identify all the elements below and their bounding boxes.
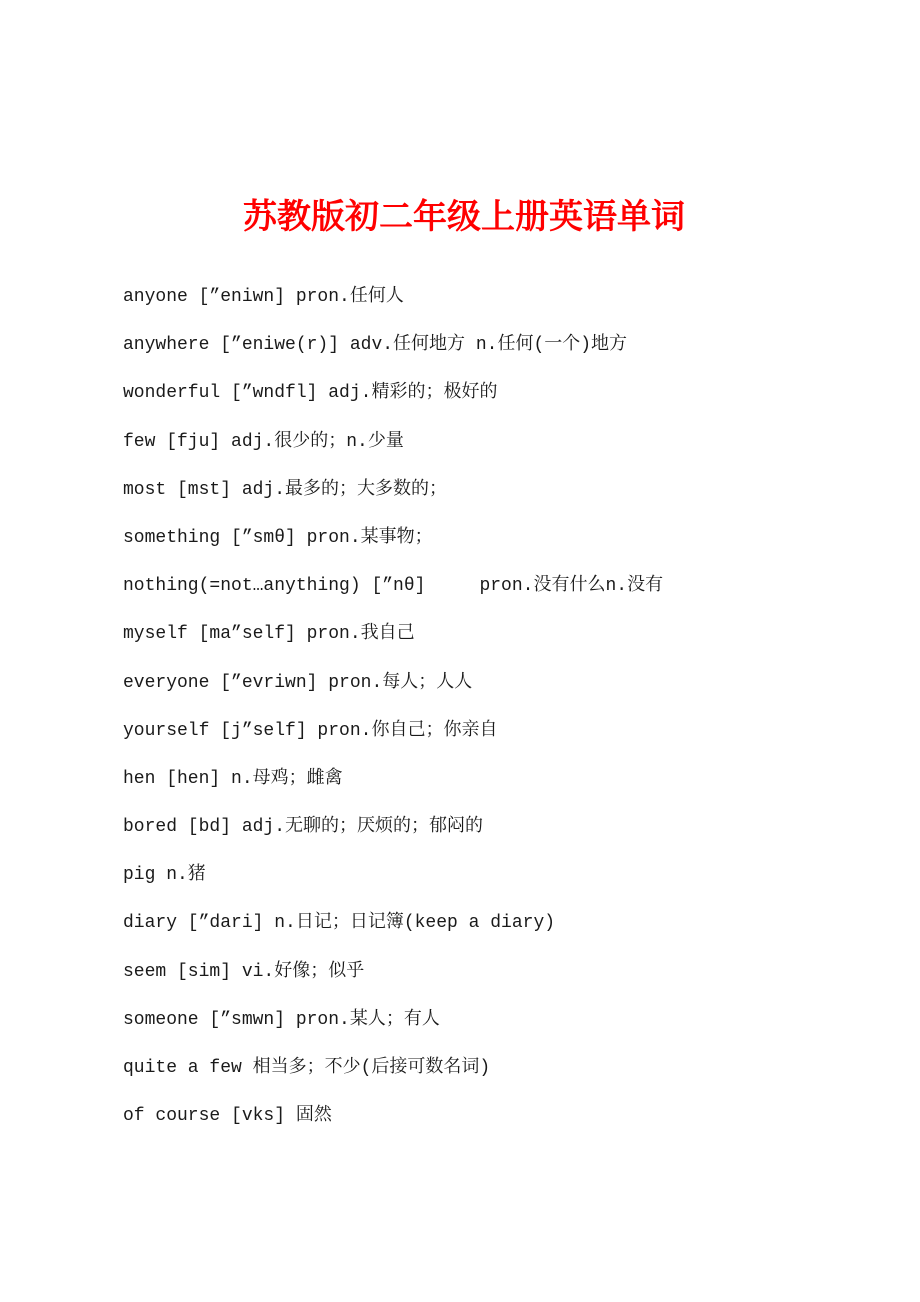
vocabulary-entry: wonderful [”wndfl] adj.精彩的；极好的 — [123, 383, 498, 404]
page-title: 苏教版初二年级上册英语单词 — [243, 197, 685, 237]
vocabulary-entry: seem [sim] vi.好像；似乎 — [123, 961, 365, 982]
vocabulary-list — [123, 282, 663, 1149]
vocabulary-entry: quite a few 相当多；不少(后接可数名词) — [123, 1058, 491, 1078]
vocabulary-entry: yourself [j”self] pron.你自己；你亲自 — [123, 720, 498, 741]
vocabulary-entry: someone [”smwn] pron.某人；有人 — [123, 1009, 440, 1030]
vocabulary-entry: hen [hen] n.母鸡；雌禽 — [123, 768, 343, 789]
vocabulary-entry: diary [”dari] n.日记；日记簿(keep a diary) — [123, 913, 556, 934]
vocabulary-entry: anywhere [”eniwe(r)] adv.任何地方 n.任何(一个)地方 — [123, 335, 628, 356]
vocabulary-entry: bored [bd] adj.无聊的；厌烦的；郁闷的 — [123, 817, 484, 838]
vocabulary-entry: myself [ma”self] pron.我自己 — [123, 624, 415, 645]
vocabulary-entry: something [”smθ] pron.某事物； — [123, 527, 433, 548]
vocabulary-entry: everyone [”evriwn] pron.每人；人人 — [123, 672, 473, 693]
vocabulary-entry: anyone [”eniwn] pron.任何人 — [123, 287, 404, 307]
vocabulary-entry: nothing(=not…anything) [”nθ] pron.没有什么n.没有 — [123, 576, 664, 597]
vocabulary-entry: most [mst] adj.最多的；大多数的； — [123, 479, 448, 500]
vocabulary-entry: of course [vks] 固然 — [123, 1106, 332, 1127]
vocabulary-entry: few [fju] adj.很少的；n.少量 — [123, 431, 404, 452]
vocabulary-entry: pig n.猪 — [123, 865, 206, 886]
